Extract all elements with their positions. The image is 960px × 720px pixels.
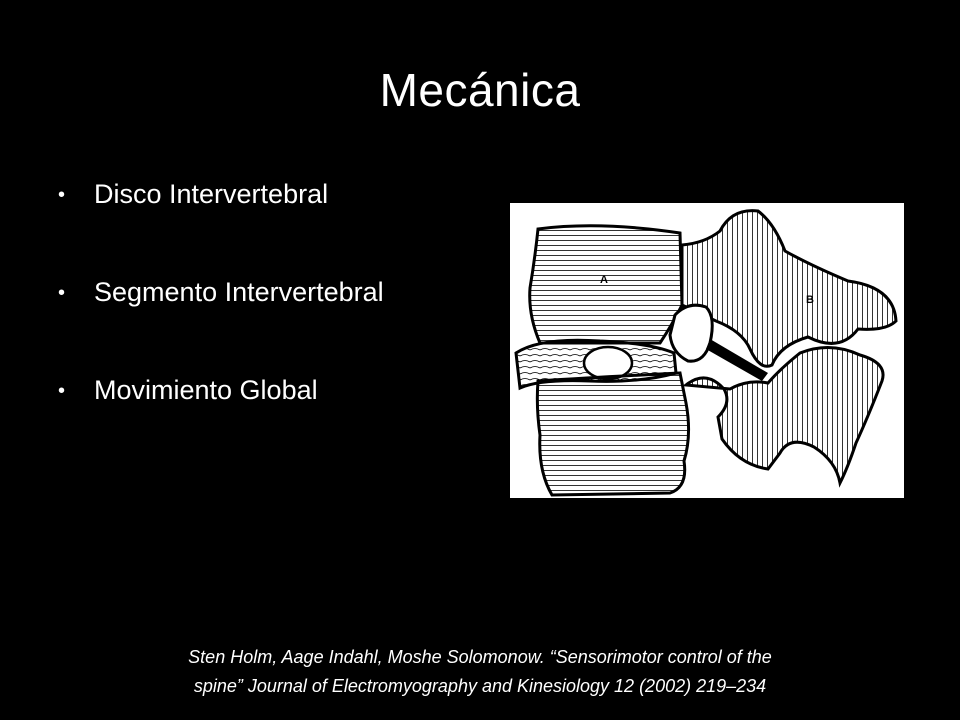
vertebra-b-body: [537, 373, 688, 495]
bullet-dot-icon: •: [58, 184, 66, 206]
bullet-dot-icon: •: [58, 380, 66, 402]
bullet-label: Movimiento Global: [94, 375, 318, 405]
nucleus-pulposus: [584, 347, 632, 379]
bullet-label: Disco Intervertebral: [94, 179, 329, 209]
bullet-label: Segmento Intervertebral: [94, 277, 384, 307]
slide-title: Mecánica: [379, 64, 581, 116]
intervertebral-foramen: [670, 305, 712, 361]
citation-line-2: spine” Journal of Electromyography and Kinesiology 12 (2002) 219–234: [193, 676, 767, 696]
figure-label-a: A: [600, 274, 608, 286]
figure-label-b: B: [806, 294, 814, 306]
citation: [60, 643, 900, 701]
vertebra-b-posterior: [686, 347, 883, 483]
bullet-dot-icon: •: [58, 282, 66, 304]
spine-segment-illustration: [510, 203, 904, 498]
spine-segment-drawing: [510, 203, 904, 498]
citation-line-1: Sten Holm, Aage Indahl, Moshe Solomonow. “Sensorimotor control of the: [188, 647, 772, 667]
